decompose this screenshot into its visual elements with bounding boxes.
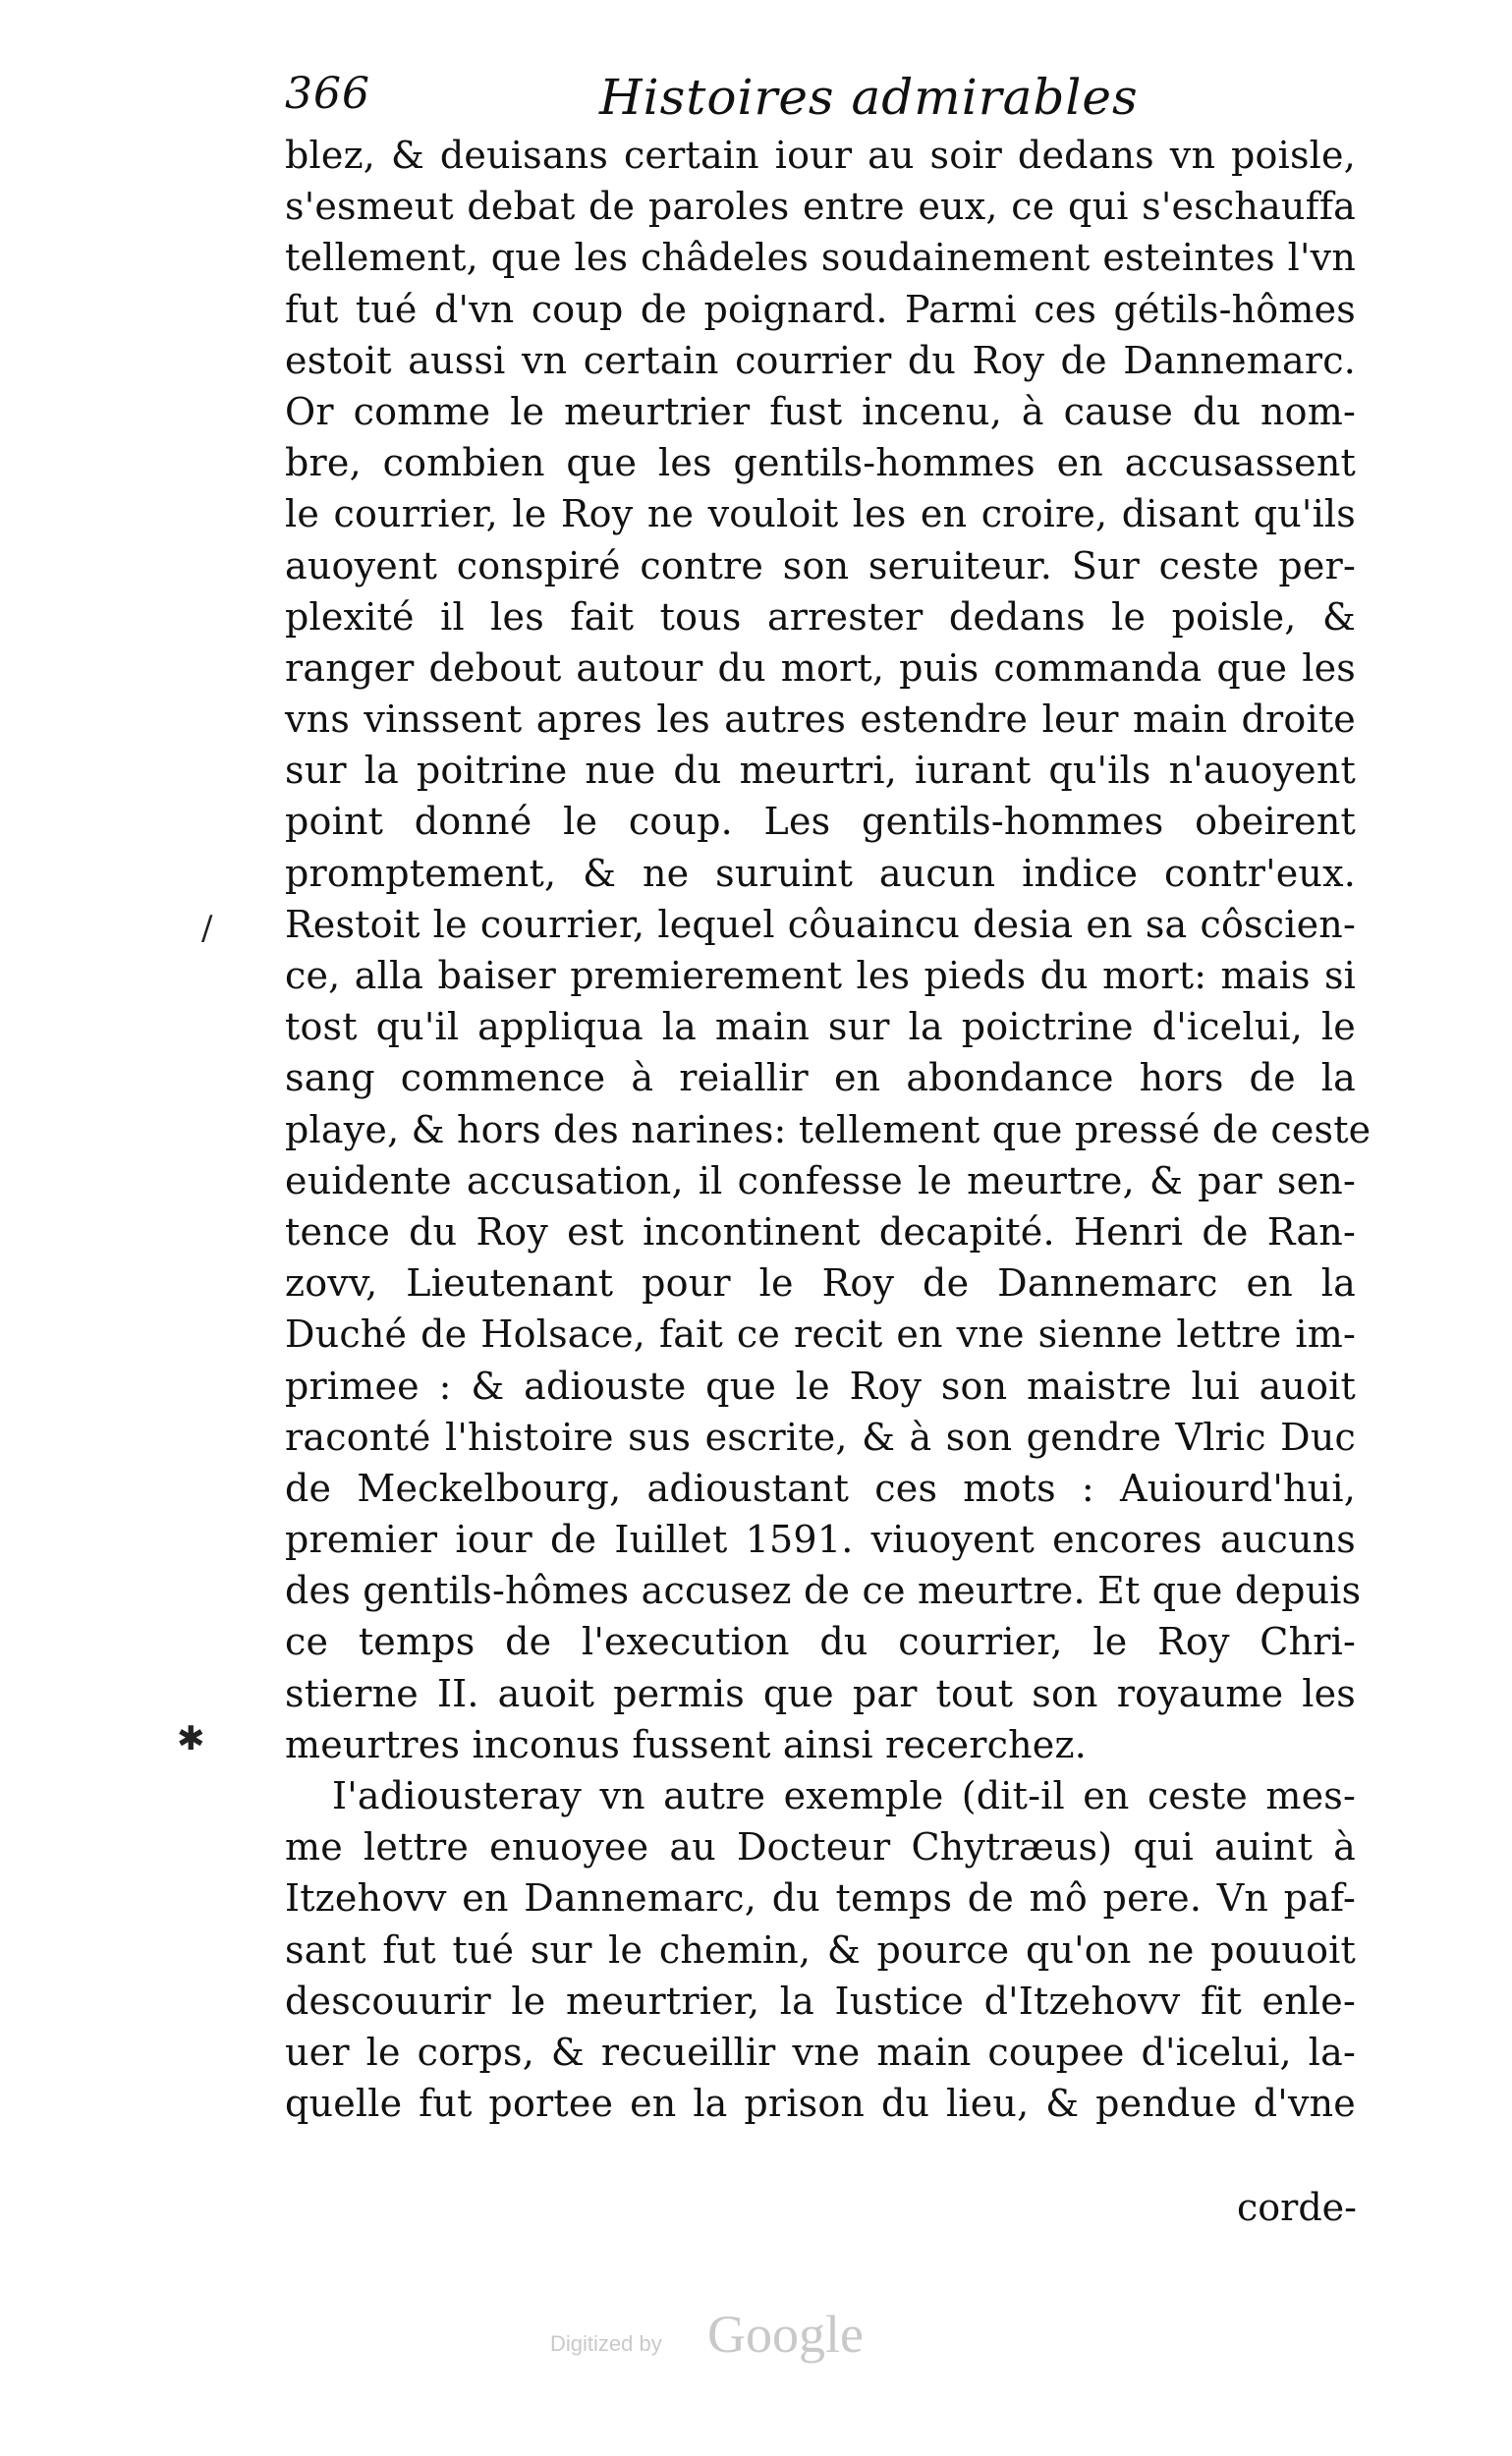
text-line: me lettre enuoyee au Docteur Chytræus) qui auint à: [285, 1825, 1356, 1870]
text-line: bre, combien que les gentils-hommes en accusassent: [285, 441, 1356, 485]
text-line: vns vinssent apres les autres estendre leur main droite: [285, 698, 1356, 742]
text-line: ce temps de l'execution du courrier, le Roy Chri-: [285, 1620, 1356, 1664]
stray-mark-icon: ✱: [177, 1719, 205, 1758]
text-line: auoyent conspiré contre son seruiteur. Sur ceste per-: [285, 543, 1356, 587]
body-text: [285, 130, 1372, 2129]
text-line: playe, & hors des narines: tellement que pressé de ceste: [285, 1107, 1372, 1151]
text-line: Itzehovv en Dannemarc, du temps de mô pere. Vn paf-: [285, 1876, 1356, 1921]
text-line: des gentils-hômes accusez de ce meurtre. Et que depuis: [285, 1569, 1362, 1613]
text-line: point donné le coup. Les gentils-hommes obeirent: [285, 800, 1356, 844]
digitized-by-text: Digitized by: [550, 2331, 662, 2356]
page-number: 366: [285, 69, 370, 119]
running-title: Histoires admirables: [599, 69, 1139, 126]
text-line: promptement, & ne suruint aucun indice contr'eux.: [285, 851, 1356, 895]
text-line: plexité il les fait tous arrester dedans le poisle, &: [285, 594, 1356, 639]
text-line: quelle fut portee en la prison du lieu, & pendue d'vne: [285, 2082, 1356, 2126]
text-line: Restoit le courrier, lequel côuaincu desia en sa côscien-: [285, 902, 1356, 946]
text-line: Or comme le meurtrier fust incenu, à cause du nom-: [285, 389, 1356, 433]
text-line: descouurir le meurtrier, la Iustice d'Itzehovv fit enle-: [285, 1979, 1356, 2023]
text-line: de Meckelbourg, adioustant ces mots : Auiourd'hui,: [285, 1466, 1356, 1510]
text-line: sur la poitrine nue du meurtri, iurant qu'ils n'auoyent: [285, 749, 1356, 793]
text-line: Duché de Holsace, fait ce recit en vne sienne lettre im-: [285, 1312, 1356, 1357]
text-line: sant fut tué sur le chemin, & pource qu'on ne pouuoit: [285, 1927, 1356, 1972]
text-line: premier iour de Iuillet 1591. viuoyent encores aucuns: [285, 1518, 1356, 1562]
stray-mark-icon: /: [201, 909, 213, 948]
text-line: primee : & adiouste que le Roy son maistre lui auoit: [285, 1364, 1356, 1408]
text-line: raconté l'histoire sus escrite, & à son gendre Vlric Duc: [285, 1415, 1356, 1459]
text-line: s'esmeut debat de paroles entre eux, ce qui s'eschauffa: [285, 185, 1356, 229]
text-line: ce, alla baiser premierement les pieds du mort: mais si: [285, 954, 1356, 997]
digitized-watermark: [550, 2304, 963, 2372]
text-line: le courrier, le Roy ne vouloit les en croire, disant qu'ils: [285, 492, 1356, 536]
text-line: meurtres inconus fussent ainsi recerchez.: [285, 1722, 1087, 1766]
text-line: tellement, que les châdeles soudainement esteintes l'vn: [285, 236, 1356, 280]
text-line: tence du Roy est incontinent decapité. Henri de Ran-: [285, 1209, 1356, 1254]
text-line: ranger debout autour du mort, puis commanda que les: [285, 645, 1356, 690]
text-line: stierne II. auoit permis que par tout son royaume les: [285, 1671, 1356, 1715]
text-line: euidente accusation, il confesse le meurtre, & par sen-: [285, 1158, 1356, 1202]
text-line: blez, & deuisans certain iour au soir dedans vn poisle,: [285, 134, 1356, 177]
paragraph-first-line: I'adiousteray vn autre exemple (dit-il en ceste mes-: [332, 1774, 1356, 1817]
text-line: tost qu'il appliqua la main sur la poictrine d'icelui, le: [285, 1005, 1356, 1049]
text-line: fut tué d'vn coup de poignard. Parmi ces gétils-hômes: [285, 287, 1356, 331]
text-line: sang commence à reiallir en abondance hors de la: [285, 1056, 1356, 1100]
catchword: corde-: [1237, 2186, 1357, 2229]
google-logo: Google: [707, 2305, 864, 2364]
text-line: estoit aussi vn certain courrier du Roy de Dannemarc.: [285, 338, 1356, 382]
text-line: zovv, Lieutenant pour le Roy de Dannemarc en la: [285, 1261, 1356, 1306]
text-line: uer le corps, & recueillir vne main coupee d'icelui, la-: [285, 2030, 1356, 2074]
